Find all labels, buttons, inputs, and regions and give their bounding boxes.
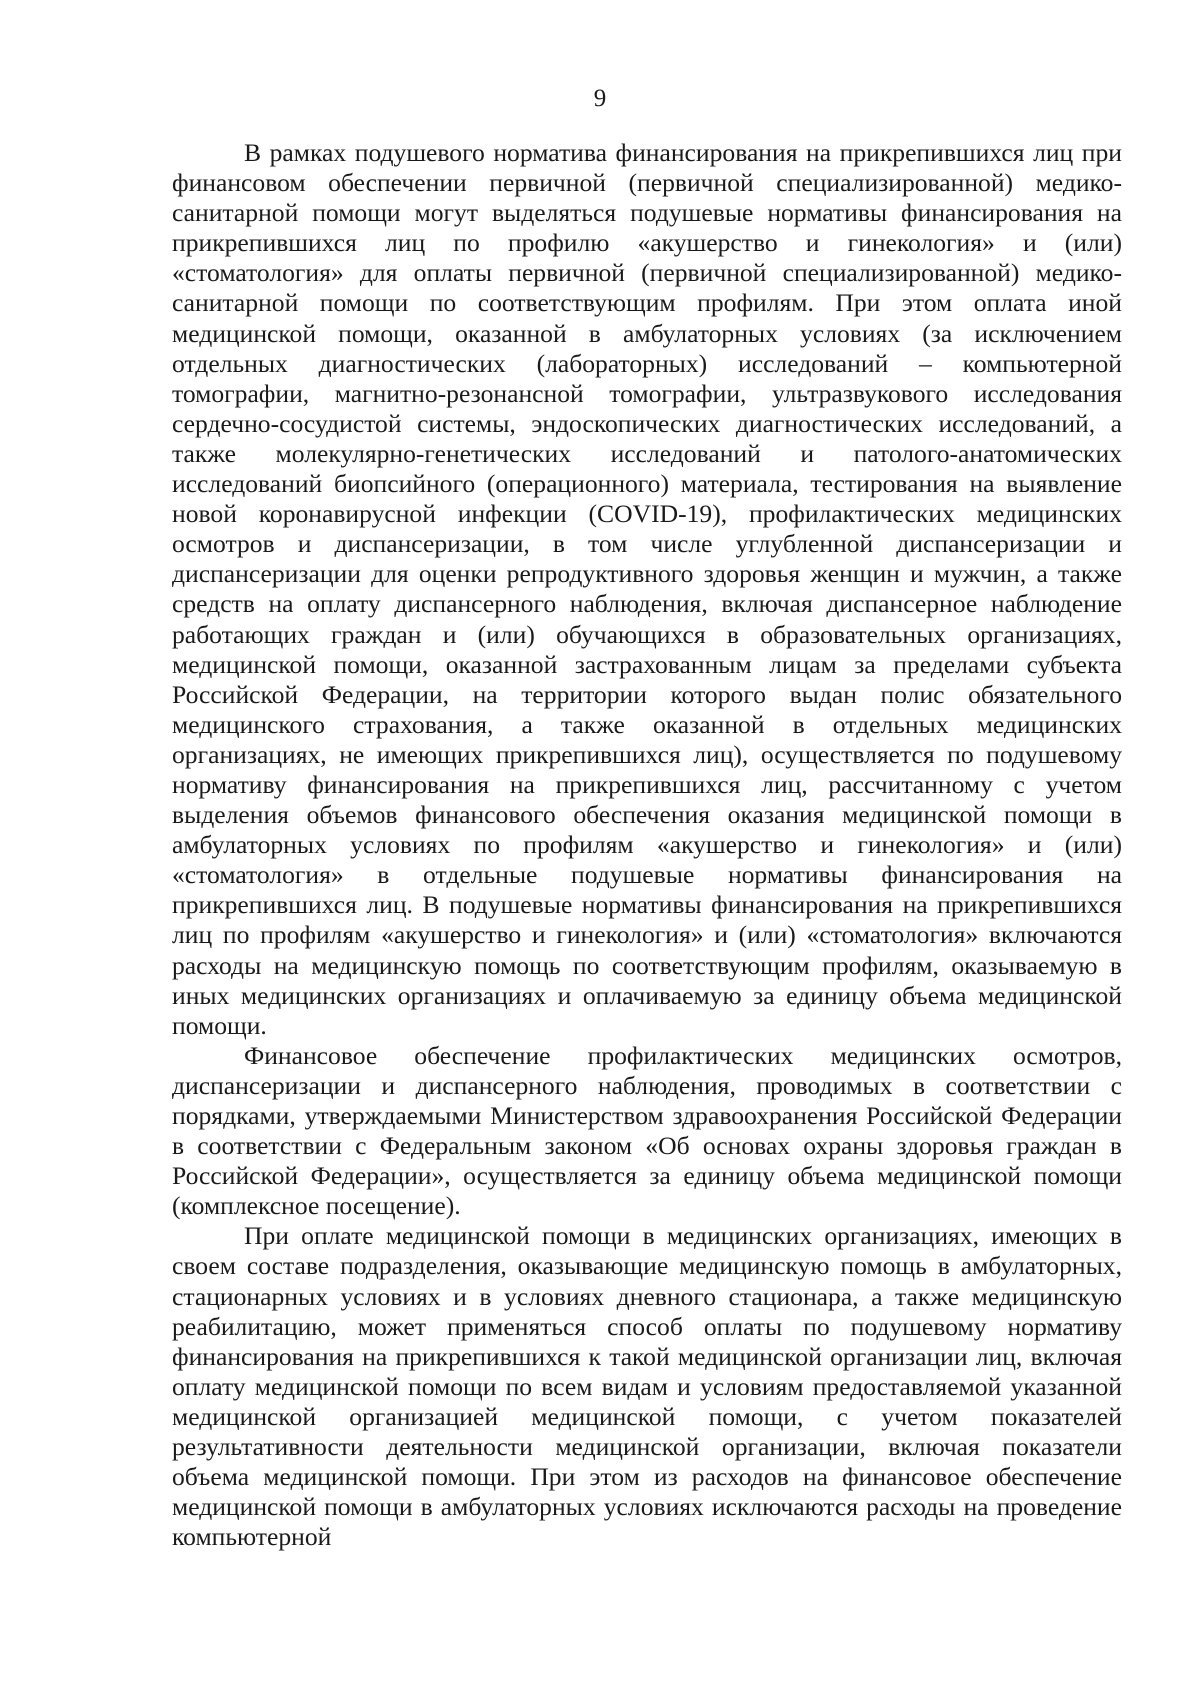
document-body bbox=[172, 138, 1122, 1552]
paragraph-preventive-exams-funding: Финансовое обеспечение профилактических медицинских осмотров, диспансеризации и диспансерного наблюдения, проводимых в соответствии с порядками, утверждаемыми Министерством здравоохранения Российской Федерации в соответствии с Федеральным законом «Об основах охраны здоровья граждан в Российской Федерации», осуществляется за единицу объема медицинской помощи (комплексное посещение). bbox=[172, 1040, 1122, 1221]
page-number: 9 bbox=[593, 85, 607, 112]
paragraph-capitation-standard: В рамках подушевого норматива финансирования на прикрепившихся лиц при финансовом обеспечении первичной (первичной специализированной) медико-санитарной помощи могут выделяться подушевые нормативы финансирования на прикрепившихся лиц по профилю «акушерство и гинекология» и (или) «стоматология» для оплаты первичной (первичной специализированной) медико-санитарной помощи по соответствующим профилям. При этом оплата иной медицинской помощи, оказанной в амбулаторных условиях (за исключением отдельных диагностических (лабораторных) исследований – компьютерной томографии, магнитно-резонансной томографии, ультразвукового исследования сердечно-сосудистой системы, эндоскопических диагностических исследований, а также молекулярно-генетических исследований и патолого-анатомических исследований биопсийного (операционного) материала, тестирования на выявление новой коронавирусной инфекции (COVID-19), профилактических медицинских осмотров и диспансеризации, в том числе углубленной диспансеризации и диспансеризации для оценки репродуктивного здоровья женщин и мужчин, а также средств на оплату диспансерного наблюдения, включая диспансерное наблюдение работающих граждан и (или) обучающихся в образовательных организациях, медицинской помощи, оказанной застрахованным лицам за пределами субъекта Российской Федерации, на территории которого выдан полис обязательного медицинского страхования, а также оказанной в отдельных медицинских организациях, не имеющих прикрепившихся лиц), осуществляется по подушевому нормативу финансирования на прикрепившихся лиц, рассчитанному с учетом выделения объемов финансового обеспечения оказания медицинской помощи в амбулаторных условиях по профилям «акушерство и гинекология» и (или) «стоматология» в отдельные подушевые нормативы финансирования на прикрепившихся лиц. В подушевые нормативы финансирования на прикрепившихся лиц по профилям «акушерство и гинекология» и (или) «стоматология» включаются расходы на медицинскую помощь по соответствующим профилям, оказываемую в иных медицинских организациях и оплачиваемую за единицу объема медицинской помощи. bbox=[172, 138, 1122, 1040]
paragraph-payment-method: При оплате медицинской помощи в медицинских организациях, имеющих в своем составе подразделения, оказывающие медицинскую помощь в амбулаторных, стационарных условиях и в условиях дневного стационара, а также медицинскую реабилитацию, может применяться способ оплаты по подушевому нормативу финансирования на прикрепившихся к такой медицинской организации лиц, включая оплату медицинской помощи по всем видам и условиям предоставляемой указанной медицинской организацией медицинской помощи, с учетом показателей результативности деятельности медицинской организации, включая показатели объема медицинской помощи. При этом из расходов на финансовое обеспечение медицинской помощи в амбулаторных условиях исключаются расходы на проведение компьютерной bbox=[172, 1221, 1122, 1552]
